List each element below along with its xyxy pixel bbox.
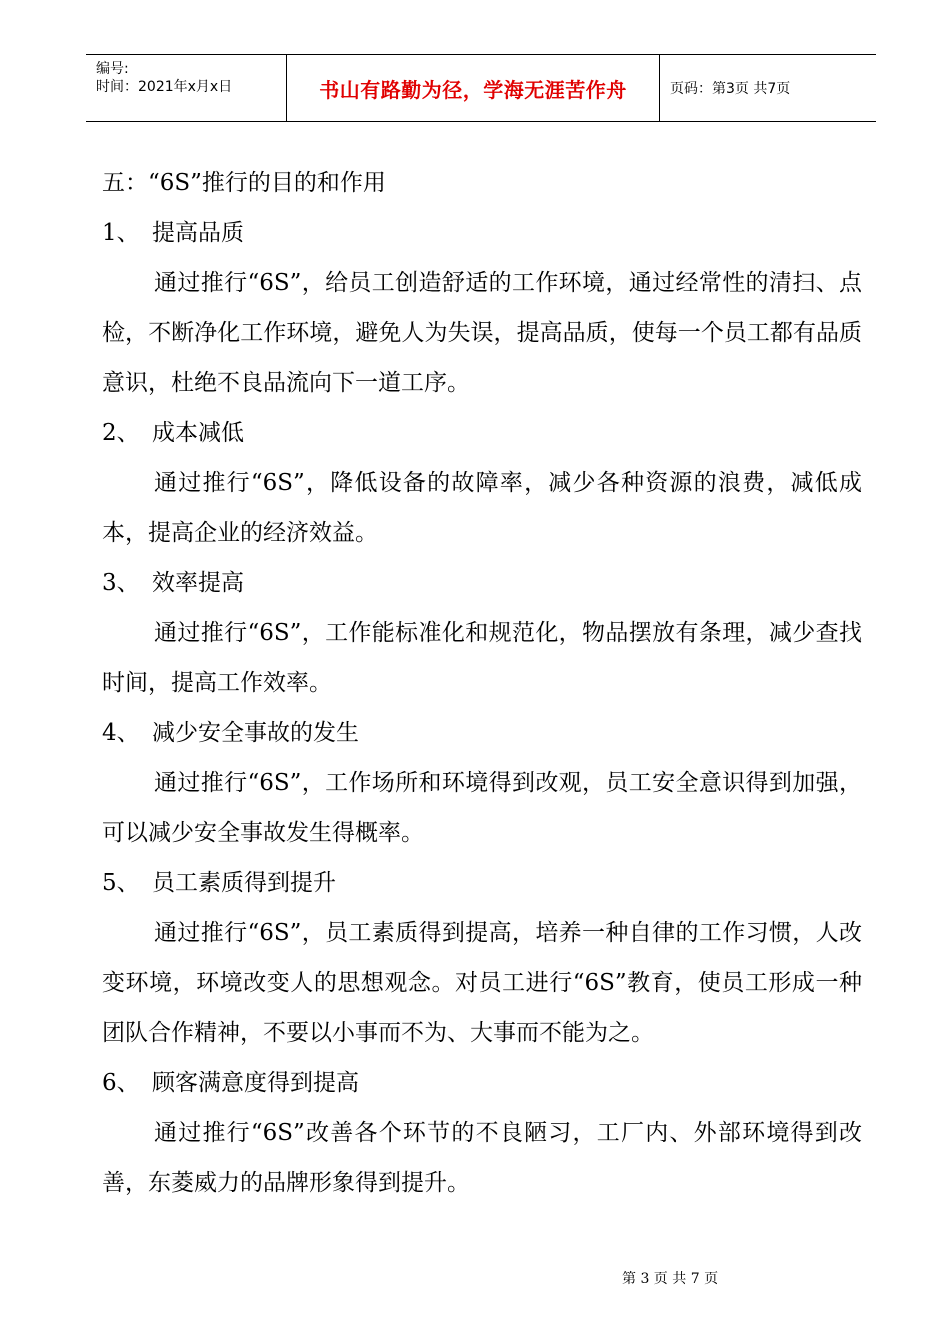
section-2-title [102,408,862,458]
section-3-body: 通过推行“6S”，工作能标准化和规范化，物品摆放有条理，减少查找时间，提高工作效率。 [102,620,862,696]
section-number: 3、 [102,570,140,596]
section-2-body: 通过推行“6S”，降低设备的故障率，减少各种资源的浪费，减低成本，提高企业的经济效益。 [102,470,862,546]
header-page-info: 页码：第3页 共7页 [670,81,791,97]
section-1-body: 通过推行“6S”，给员工创造舒适的工作环境，通过经常性的清扫、点检，不断净化工作环境，避免人为失误，提高品质，使每一个员工都有品质意识，杜绝不良品流向下一道工序。 [102,270,862,396]
section-heading: 五：“6S”推行的目的和作用 [102,170,386,196]
section-number: 5、 [102,870,140,896]
section-title: 员工素质得到提升 [152,870,336,896]
section-4-body: 通过推行“6S”，工作场所和环境得到改观，员工安全意识得到加强，可以减少安全事故发生得概率。 [102,770,862,846]
document-body [102,158,862,1208]
section-title: 效率提高 [152,570,244,596]
section-4-title [102,708,862,758]
section-title: 提高品质 [152,220,244,246]
header-meta [86,55,286,121]
section-number: 2、 [102,420,140,446]
section-number: 6、 [102,1070,140,1096]
header-motto: 书山有路勤为径，学海无涯苦作舟 [319,77,627,102]
section-6-body: 通过推行“6S”改善各个环节的不良陋习，工厂内、外部环境得到改善，东菱威力的品牌形象得到提升。 [102,1120,862,1196]
section-6-title [102,1058,862,1108]
section-number: 4、 [102,720,140,746]
section-title: 顾客满意度得到提高 [152,1070,359,1096]
header-time-label: 时间：2021年x月x日 [96,79,233,95]
header-number-label: 编号: [96,61,129,77]
section-1-title [102,208,862,258]
section-title: 减少安全事故的发生 [152,720,359,746]
page-header [86,54,876,122]
section-5-body: 通过推行“6S”，员工素质得到提高，培养一种自律的工作习惯，人改变环境，环境改变人的思想观念。对员工进行“6S”教育，使员工形成一种团队合作精神，不要以小事而不为、大事而不能为之。 [102,920,862,1046]
section-3-title [102,558,862,608]
header-motto-cell [286,55,660,121]
footer-page-number: 第 3 页 共 7 页 [622,1271,719,1287]
section-title: 成本减低 [152,420,244,446]
section-number: 1、 [102,220,140,246]
section-5-title [102,858,862,908]
